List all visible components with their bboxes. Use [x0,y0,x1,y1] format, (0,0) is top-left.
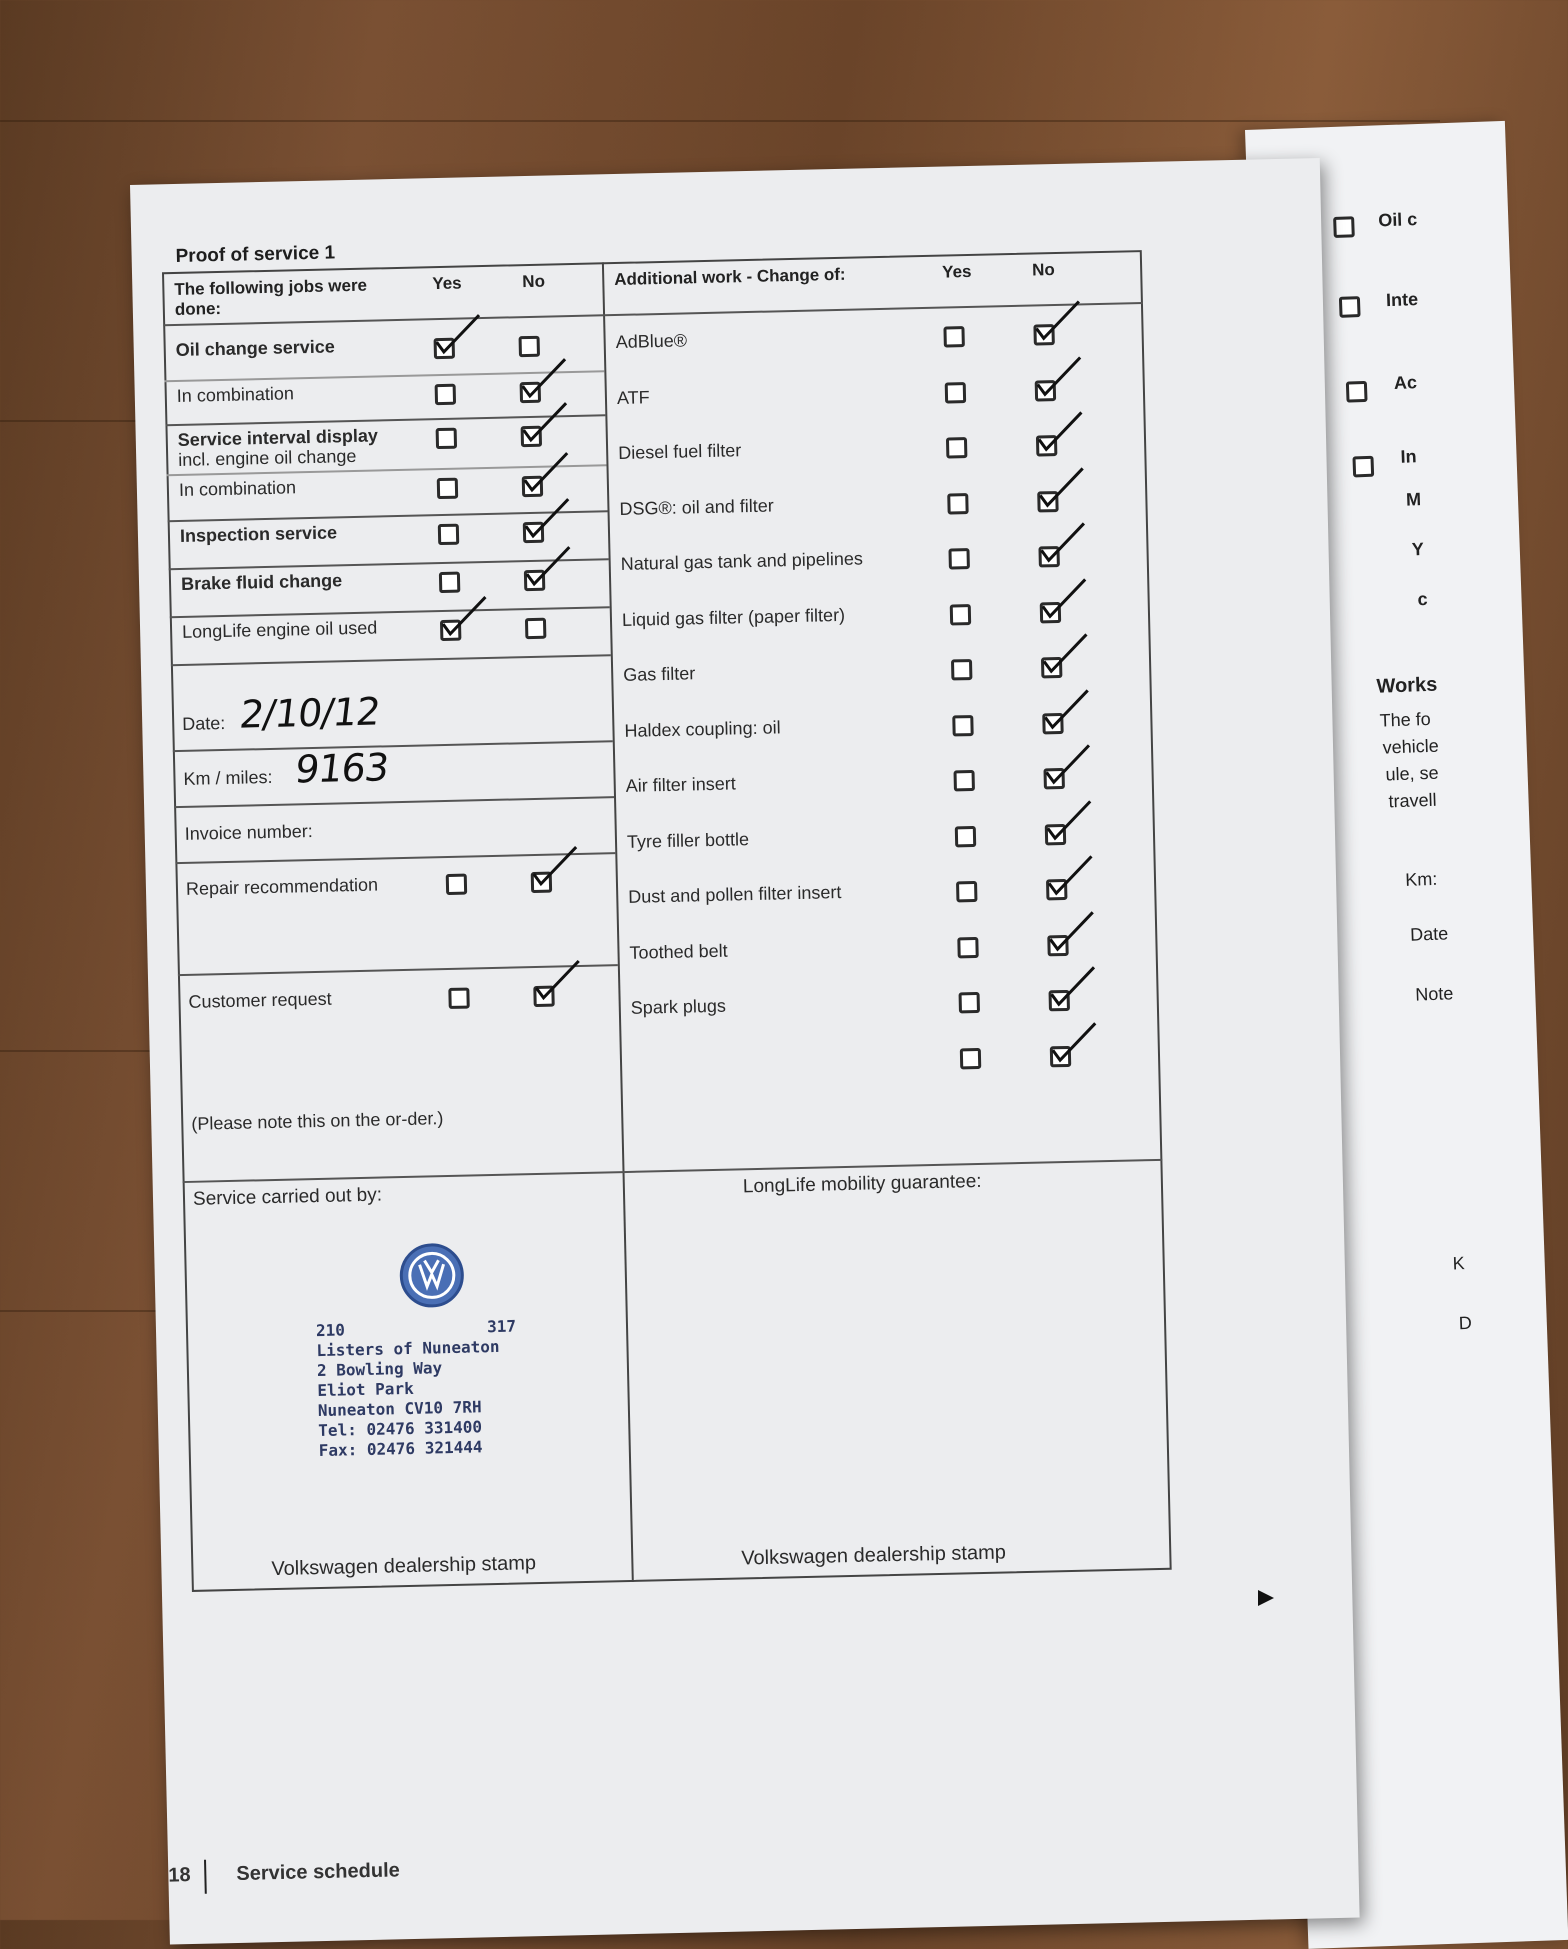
job-no-tick [519,355,570,400]
customer-request-label: Customer request [188,988,332,1012]
additional-work-label: Natural gas tank and pipelines [620,548,864,574]
mobility-guarantee-label: LongLife mobility guarantee: [742,1170,982,1198]
additional-no-tick [1043,741,1094,786]
job-no-checkbox[interactable] [525,618,546,639]
right-text: Note [1414,983,1454,1005]
km-label: Km / miles: [183,766,273,789]
right-label: Oil c [1377,209,1418,231]
carried-out-label: Service carried out by: [192,1184,383,1210]
additional-yes-checkbox[interactable] [952,715,973,736]
job-no-tick [520,399,571,444]
additional-work-label: AdBlue® [615,330,688,353]
job-label: Oil change service [175,336,336,361]
job-no-checkbox[interactable] [519,336,540,357]
additional-work-label: Gas filter [623,663,696,685]
job-label: Brake fluid change [180,570,343,594]
additional-yes-checkbox[interactable] [955,825,976,846]
km-handwritten[interactable]: 9163 [292,745,391,792]
stamp-caption-left: Volkswagen dealership stamp [271,1552,537,1581]
service-schedule-page [130,158,1360,1945]
right-text: Km: [1404,868,1438,890]
stamp-line: Nuneaton CV10 7RH [317,1397,482,1421]
jobs-no-header: No [522,271,546,292]
job-label: LongLife engine oil used [181,617,378,642]
additional-no-tick [1048,963,1099,1008]
additional-work-label: Liquid gas filter (paper filter) [621,604,846,630]
jobs-yes-header: Yes [432,273,462,294]
job-sublabel: incl. engine oil change [178,445,357,470]
additional-work-label: Haldex coupling: oil [624,716,781,741]
additional-no-tick [1045,852,1096,897]
repair-label: Repair recommendation [185,874,379,899]
job-label: In combination [176,383,295,406]
stamp-caption-right: Volkswagen dealership stamp [741,1541,1007,1570]
additional-yes-checkbox[interactable] [960,1047,981,1068]
additional-work-label: ATF [616,386,650,408]
next-page-arrow-icon [1258,1590,1274,1606]
additional-no-tick [1042,686,1093,731]
additional-yes-checkbox[interactable] [947,493,968,514]
additional-no-tick [1047,908,1098,953]
stamp-line: Tel: 02476 331400 [318,1417,483,1441]
date-label: Date: [182,712,226,734]
job-no-tick [521,449,572,494]
right-label: Ac [1393,372,1418,393]
additional-work-label: Air filter insert [625,773,736,796]
right-heading: Works [1376,673,1438,698]
additional-yes-checkbox[interactable] [948,548,969,569]
right-checkbox[interactable] [1352,456,1374,478]
additional-no-tick [1044,797,1095,842]
additional-work-label: Dust and pollen filter insert [628,882,842,907]
job-yes-tick [439,593,490,638]
additional-yes-checkbox[interactable] [943,326,964,347]
job-label: Service interval display [177,425,379,450]
date-handwritten[interactable]: 2/10/12 [237,689,383,737]
additional-yes-checkbox[interactable] [959,992,980,1013]
right-checkbox[interactable] [1333,216,1355,238]
dealership-stamp [316,1317,519,1462]
additional-work-label: Spark plugs [630,995,727,1018]
additional-header: Additional work - Change of: [614,264,846,290]
additional-no-tick [1040,630,1091,675]
repair-yes-checkbox[interactable] [446,874,467,895]
right-text: The fo [1379,708,1432,731]
customer-note: (Please note this on the or-der.) [191,1108,444,1134]
additional-work-label: Diesel fuel filter [617,440,742,463]
job-label: In combination [178,477,297,500]
wood-grain [0,120,1440,122]
additional-no-tick [1038,519,1089,564]
job-yes-checkbox[interactable] [435,384,456,405]
additional-yes-checkbox[interactable] [950,604,971,625]
page-number: 18 [168,1864,191,1887]
customer-yes-checkbox[interactable] [448,988,469,1009]
customer-no-tick [533,957,584,1002]
job-yes-checkbox[interactable] [437,478,458,499]
additional-yes-header: Yes [941,261,972,282]
repair-no-tick [530,843,581,888]
additional-yes-checkbox[interactable] [953,770,974,791]
job-yes-checkbox[interactable] [436,428,457,449]
additional-no-tick [1049,1019,1100,1064]
vw-logo-icon [399,1243,464,1308]
job-no-tick [523,543,574,588]
right-text: K [1452,1253,1466,1274]
additional-yes-checkbox[interactable] [951,659,972,680]
right-text: ule, se [1385,762,1439,785]
right-text: vehicle [1382,735,1439,758]
right-text: travell [1388,789,1437,812]
stamp-line: Eliot Park [317,1378,414,1401]
form-title: Proof of service 1 [175,242,336,267]
additional-no-tick [1033,297,1084,342]
right-checkbox[interactable] [1346,381,1368,403]
additional-work-label: DSG®: oil and filter [619,494,774,519]
right-label: Inte [1385,289,1419,311]
additional-no-header: No [1031,260,1056,280]
job-yes-checkbox[interactable] [438,524,459,545]
right-label: Y [1411,539,1425,560]
additional-no-tick [1035,408,1086,453]
stamp-line: 2 Bowling Way [316,1358,443,1381]
additional-yes-checkbox[interactable] [957,936,978,957]
stamp-code-right: 317 [486,1316,517,1337]
job-no-tick [522,495,573,540]
stamp-code-left: 210 [315,1320,346,1341]
additional-yes-checkbox[interactable] [945,382,966,403]
right-checkbox[interactable] [1339,296,1361,318]
additional-no-tick [1037,464,1088,509]
additional-yes-checkbox[interactable] [956,881,977,902]
additional-no-tick [1034,353,1085,398]
stamp-line: Fax: 02476 321444 [318,1437,483,1461]
footer-divider [204,1860,207,1894]
footer-section: Service schedule [236,1859,400,1886]
additional-yes-checkbox[interactable] [946,437,967,458]
right-label: In [1400,446,1417,467]
stamp-line: Listers of Nuneaton [316,1336,500,1361]
jobs-header: The following jobs were done: [174,275,368,320]
additional-no-tick [1039,575,1090,620]
right-label: c [1417,588,1428,610]
right-text: D [1458,1312,1473,1334]
additional-work-label: Toothed belt [629,940,728,963]
right-label: M [1405,489,1422,510]
job-label: Inspection service [179,522,338,546]
right-text: Date [1409,923,1449,945]
invoice-label: Invoice number: [184,821,314,844]
job-yes-checkbox[interactable] [439,572,460,593]
job-yes-tick [433,311,484,356]
additional-work-label: Tyre filler bottle [626,828,750,852]
